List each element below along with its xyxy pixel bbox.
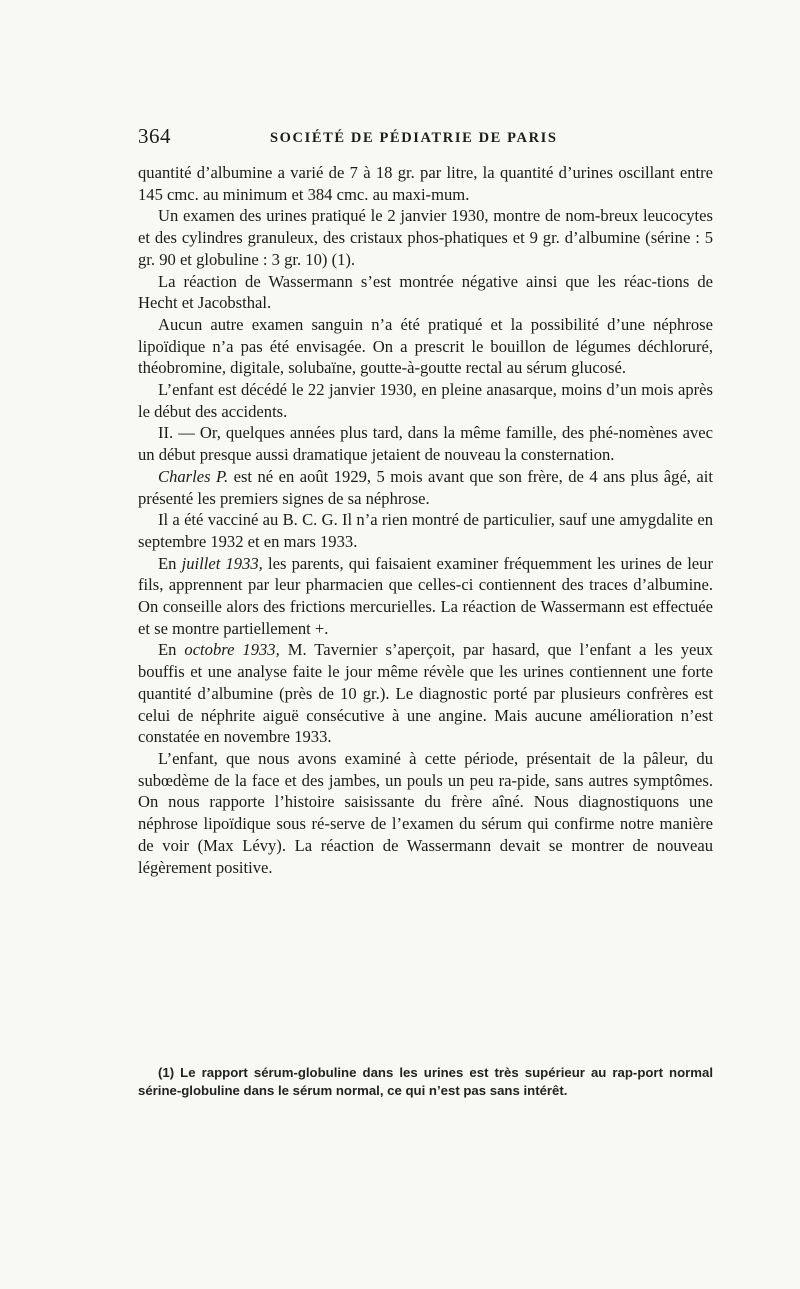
paragraph-9-lead: En (158, 553, 182, 573)
paragraph-1 (138, 162, 713, 205)
paragraph-9-italic: juillet 1933, (181, 553, 263, 573)
paragraph-10-text: M. Tavernier s’aperçoit, par hasard, que l’enfant a les yeux bouffis et une analyse faite le jour même révèle que les urines contiennent une forte quantité d’albumine (près de 10 gr.). Le diagnostic porté par plusieurs confrères est celui de néphrite aiguë consécutive à une angine. Mais aucune amélioration n’est constatée en novembre 1933. (138, 640, 713, 747)
paragraph-3-text: La réaction de Wassermann s’est montrée négative ainsi que les réac-tions de Hecht et Jacobsthal. (138, 271, 713, 313)
paragraph-8 (138, 509, 713, 552)
paragraph-4-text: Aucun autre examen sanguin n’a été pratiqué et la possibilité d’une néphrose lipoïdique n’a pas été envisagée. On a prescrit le bouillon de légumes déchloruré, théobromine, digitale, solubaïne, goutte-à-goutte rectal au sérum glucosé. (138, 314, 713, 378)
page-header (138, 124, 713, 154)
paragraph-3 (138, 271, 713, 314)
paragraph-10-italic: octobre 1933, (184, 640, 280, 660)
paragraph-1-text: quantité d’albumine a varié de 7 à 18 gr. par litre, la quantité d’urines oscillant entre 145 cmc. au minimum et 384 cmc. au maxi-mum. (138, 163, 713, 204)
paragraph-4 (138, 314, 713, 379)
body-text (138, 162, 713, 878)
paragraph-5-text: L’enfant est décédé le 22 janvier 1930, en pleine anasarque, moins d’un mois après le début des accidents. (138, 380, 713, 421)
paragraph-7-text: est né en août 1929, 5 mois avant que son frère, de 4 ans plus âgé, ait présenté les premiers signes de sa néphrose. (138, 466, 713, 508)
paragraph-11-text: L’enfant, que nous avons examiné à cette période, présentait de la pâleur, du subœdème de la face et des jambes, un pouls un peu ra-pide, sans autres symptômes. On nous rapporte l’histoire saisissante du frère aîné. Nous diagnostiquons une néphrose lipoïdique sous ré-serve de l’examen du sérum qui confirme notre manière de voir (Max Lévy). La réaction de Wassermann devait se montrer de nouveau légèrement positive. (138, 748, 713, 877)
paragraph-7-italic: Charles P. (158, 466, 229, 486)
paragraph-10 (138, 639, 713, 748)
paragraph-10-lead: En (158, 640, 185, 660)
paragraph-5 (138, 379, 713, 422)
running-title: SOCIÉTÉ DE PÉDIATRIE DE PARIS (270, 130, 558, 146)
paragraph-6-text: II. — Or, quelques années plus tard, dans la même famille, des phé-nomènes avec un début presque aussi dramatique jetaient de nouveau la consternation. (138, 423, 713, 465)
paragraph-7 (138, 466, 713, 509)
paragraph-6 (138, 422, 713, 465)
paragraph-9-text: les parents, qui faisaient examiner fréquemment les urines de leur fils, apprennent par leur pharmacien que celles-ci contiennent des traces d’albumine. On conseille alors des frictions mercurielles. La réaction de Wassermann est effectuée et se montre partiellement +. (138, 553, 713, 638)
paragraph-8-text: Il a été vacciné au B. C. G. Il n’a rien montré de particulier, sauf une amygdalite en septembre 1932 et en mars 1933. (138, 510, 713, 551)
paragraph-11 (138, 748, 713, 878)
page-number: 364 (138, 124, 171, 148)
paragraph-2 (138, 205, 713, 270)
paragraph-2-text: Un examen des urines pratiqué le 2 janvier 1930, montre de nom-breux leucocytes et des cylindres granuleux, des cristaux phos-phatiques et 9 gr. d’albumine (sérine : 5 gr. 90 et globuline : 3 gr. 10) (1). (138, 206, 713, 269)
paragraph-9 (138, 553, 713, 640)
footnote: (1) Le rapport sérum-globuline dans les urines est très supérieur au rap-port normal sérine-globuline dans le sérum normal, ce qui n’est pas sans intérêt. (138, 1065, 713, 1098)
